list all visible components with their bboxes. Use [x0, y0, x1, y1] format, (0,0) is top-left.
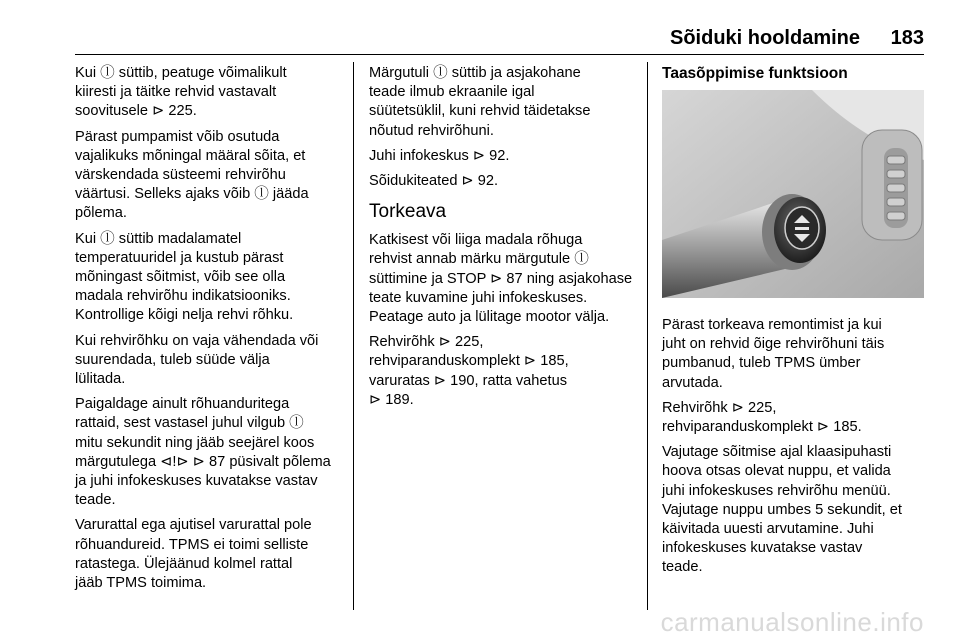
text-line: Vajutage nuppu umbes 5 sekundit, et — [662, 501, 902, 518]
text-line: mitu sekundit ning jääb seejärel koos — [75, 434, 315, 451]
text-line: rattaid, sest vastasel juhul vilgub ⓛ — [75, 415, 304, 432]
paragraph — [75, 516, 343, 593]
text-line: jääb TPMS toimima. — [75, 575, 207, 592]
text-line: Varurattal ega ajutisel varurattal pole — [75, 517, 312, 534]
paragraph — [369, 172, 639, 191]
page-number: 183 — [890, 27, 924, 49]
text-line: Sõidukiteated ⊳ 92. — [369, 173, 499, 190]
text-line: Kui rehvirõhku on vaja vähendada või — [75, 332, 319, 349]
column-2-intro — [369, 64, 639, 191]
paragraph — [662, 316, 928, 393]
text-line: väärtusi. Selleks ajaks võib ⓛ jääda — [75, 186, 309, 203]
wiper-stalk-illustration — [662, 90, 924, 298]
text-line: Rehvirõhk ⊳ 225, — [369, 334, 484, 351]
paragraph — [75, 230, 343, 326]
column-1 — [75, 64, 343, 599]
text-line: Kontrollige kõigi nelja rehvi rõhku. — [75, 307, 294, 324]
text-line: vajalikuks mõningal määral sõita, et — [75, 147, 306, 164]
stalk-button-photo — [662, 90, 924, 298]
text-line: suurendada, tuleb süüde välja — [75, 351, 270, 368]
column-2-body — [369, 231, 639, 410]
text-line: Märgutuli ⓛ süttib ja asjakohane — [369, 65, 581, 81]
text-line: temperatuuridel ja kustub pärast — [75, 249, 284, 266]
text-line: süütetsüklil, kuni rehvid täidetakse — [369, 103, 591, 120]
column-1-body — [75, 64, 343, 593]
paragraph — [369, 147, 639, 166]
paragraph — [662, 443, 928, 577]
text-line: Juhi infokeskus ⊳ 92. — [369, 147, 510, 164]
text-line: rõhuandureid. TPMS ei toimi selliste — [75, 536, 309, 553]
text-line: Katkisest või liiga madala rõhuga — [369, 232, 583, 249]
text-line: Pärast pumpamist võib osutuda — [75, 128, 280, 145]
text-line: Vajutage sõitmise ajal klaasipuhasti — [662, 444, 892, 461]
section-heading-torkeava: Torkeava — [369, 201, 447, 223]
subsection-heading-relearn: Taasõppimise funktsioon — [662, 65, 848, 82]
text-line: põlema. — [75, 205, 127, 222]
text-line: ja juhi infokeskuses kuvatakse vastav — [75, 473, 318, 490]
text-line: Kui ⓛ süttib, peatuge võimalikult — [75, 65, 287, 81]
text-line: varuratas ⊳ 190, ratta vahetus — [369, 372, 567, 389]
text-line: Kui ⓛ süttib madalamatel — [75, 230, 242, 247]
text-line: värskendada süsteemi rehvirõhu — [75, 167, 286, 184]
text-line: teate kuvamine juhi infokeskuses. — [369, 289, 588, 306]
text-line: teade. — [75, 492, 116, 509]
watermark: carmanualsonline.info — [660, 607, 924, 637]
text-line: teade ilmub ekraanile igal — [369, 84, 535, 101]
paragraph — [75, 64, 343, 122]
text-line: kiiresti ja täitke rehvid vastavalt — [75, 84, 277, 101]
paragraph — [75, 128, 343, 224]
text-line: juhi infokeskuses rehvirõhu menüü. — [662, 482, 891, 499]
text-line: arvutada. — [662, 374, 723, 391]
text-line: süttimine ja STOP ⊳ 87 ning asjakohase — [369, 270, 633, 287]
column-3 — [662, 64, 928, 584]
text-line: teade. — [662, 559, 703, 576]
paragraph — [369, 231, 639, 327]
text-line: rehviparanduskomplekt ⊳ 185, — [369, 353, 569, 370]
text-line: soovitusele ⊳ 225. — [75, 103, 197, 120]
text-line: Peatage auto ja lülitage mootor välja. — [369, 309, 610, 326]
text-line: infokeskuses kuvatakse vastav — [662, 540, 863, 557]
column-divider-right — [647, 62, 648, 610]
column-divider-left — [353, 62, 354, 610]
text-line: märgutulega ⊲!⊳ ⊳ 87 püsivalt põlema — [75, 453, 331, 470]
paragraph — [662, 399, 928, 437]
text-line: madala rehvirõhu indikatsiooniks. — [75, 288, 291, 305]
paragraph — [75, 332, 343, 390]
text-line: lülitada. — [75, 371, 126, 388]
text-line: ratastega. Ülejäänud kolmel rattal — [75, 555, 293, 572]
paragraph — [369, 64, 639, 141]
paragraph — [369, 333, 639, 410]
text-line: Paigaldage ainult rõhuanduritega — [75, 396, 290, 413]
paragraph — [75, 395, 343, 510]
column-2 — [369, 64, 639, 416]
page-title: Sõiduki hooldamine — [669, 27, 860, 49]
text-line: ⊳ 189. — [369, 391, 414, 408]
text-line: Rehvirõhk ⊳ 225, — [662, 399, 777, 416]
text-line: nõutud rehvirõhuni. — [369, 122, 494, 139]
column-3-body — [662, 316, 928, 578]
text-line: käivitada uuesti arvutamine. Juhi — [662, 521, 874, 538]
header-divider — [75, 54, 924, 55]
text-line: pumbanud, tuleb TPMS ümber — [662, 355, 861, 372]
text-line: rehviparanduskomplekt ⊳ 185. — [662, 419, 862, 436]
text-line: juht on rehvid õige rehvirõhuni täis — [662, 336, 885, 353]
text-line: rehvist annab märku märgutule ⓛ — [369, 251, 589, 268]
text-line: mõningast sõitmist, võib see olla — [75, 269, 286, 286]
text-line: hoova otsas olevat nuppu, et valida — [662, 463, 891, 480]
text-line: Pärast torkeava remontimist ja kui — [662, 317, 882, 333]
